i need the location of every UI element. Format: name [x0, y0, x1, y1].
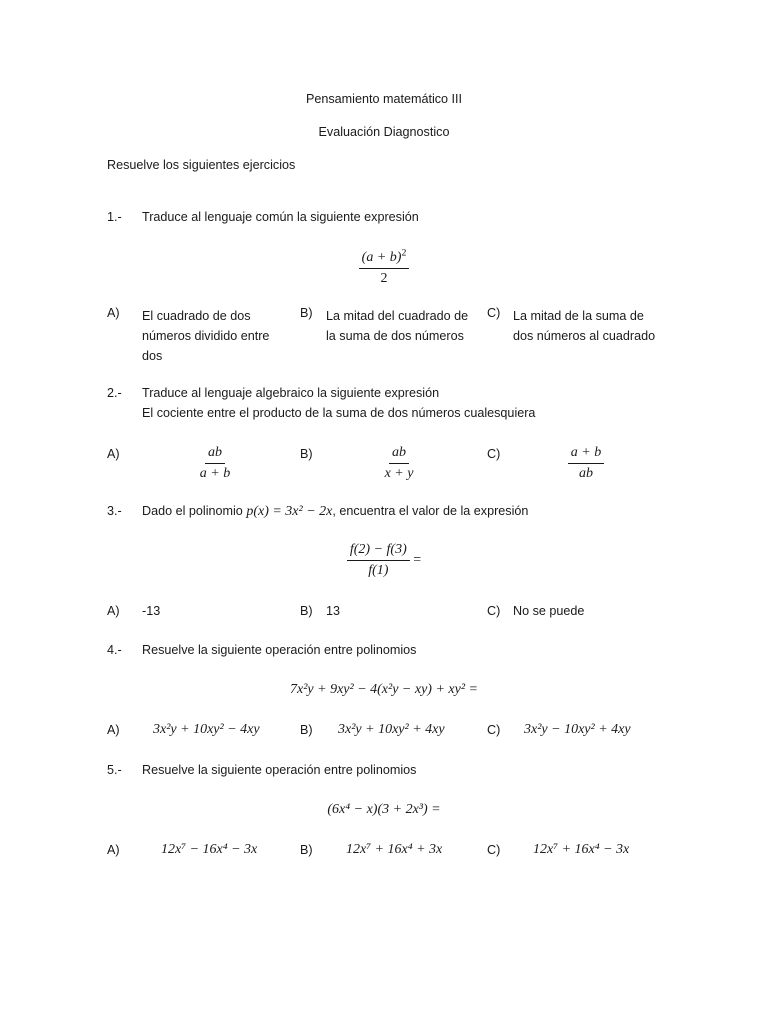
question-1-option-c-label: C)	[487, 306, 501, 320]
question-2-option-a-label: A)	[107, 447, 120, 461]
question-4-expression: 7x²y + 9xy² − 4(x²y − xy) + xy² =	[290, 682, 478, 697]
document-title: Pensamiento matemático III	[305, 92, 463, 106]
question-3-expression: $\frac{f(2) - f(3)}{f(1)}$ =	[0, 542, 768, 579]
question-4-option-c-text: 3x²y − 10xy² + 4xy	[524, 722, 631, 737]
question-3-polynomial: p(x) = 3x² − 2x	[246, 504, 333, 519]
question-3-prompt: Dado el polinomio p(x) = 3x² − 2x, encuentra el valor de la expresión	[142, 504, 529, 519]
question-2-prompt-line2: El cociente entre el producto de la suma de dos números cualesquiera	[142, 406, 536, 420]
question-3-number: 3.-	[107, 504, 122, 518]
document-subtitle: Evaluación Diagnostico	[318, 125, 450, 139]
question-2-option-c-label: C)	[487, 447, 501, 461]
question-1-option-b-label: B)	[300, 306, 313, 320]
question-3-option-a-label: A)	[107, 604, 120, 618]
question-5-prompt: Resuelve la siguiente operación entre polinomios	[142, 763, 417, 777]
question-2-option-b-label: B)	[300, 447, 313, 461]
question-4-number: 4.-	[107, 643, 122, 657]
question-1-prompt: Traduce al lenguaje común la siguiente expresión	[142, 210, 419, 224]
question-5-option-c-label: C)	[487, 843, 501, 857]
question-1-number: 1.-	[107, 210, 122, 224]
question-5-option-b-label: B)	[300, 843, 313, 857]
question-4-option-c-label: C)	[487, 723, 501, 737]
question-3-option-c-text: No se puede	[513, 604, 585, 618]
question-5-expression: (6x⁴ − x)(3 + 2x³) =	[327, 802, 441, 817]
question-5-option-a-text: 12x⁷ − 16x⁴ − 3x	[161, 842, 258, 857]
question-3-option-b-label: B)	[300, 604, 313, 618]
question-4-prompt: Resuelve la siguiente operación entre polinomios	[142, 643, 417, 657]
question-1-option-c-text: La mitad de la suma de dos números al cuadrado	[513, 309, 656, 343]
question-5-number: 5.-	[107, 763, 122, 777]
instructions: Resuelve los siguientes ejercicios	[107, 158, 296, 172]
question-2-option-a-fraction: $\frac{ab}{a + b}$	[199, 445, 231, 481]
question-4-option-a-label: A)	[107, 723, 120, 737]
question-2-option-c-fraction: $\frac{a + b}{ab}$	[561, 445, 611, 482]
question-1-option-b-text: La mitad del cuadrado de la suma de dos números	[326, 309, 469, 343]
question-3-option-c-label: C)	[487, 604, 501, 618]
question-5-option-a-label: A)	[107, 843, 120, 857]
question-2-option-b-fraction: $\frac{ab}{x + y}$	[384, 445, 414, 481]
question-2-number: 2.-	[107, 386, 122, 400]
question-1-option-a-label: A)	[107, 306, 120, 320]
question-2-prompt: Traduce al lenguaje algebraico la siguiente expresión	[142, 386, 440, 400]
question-4-option-b-label: B)	[300, 723, 313, 737]
question-1-expression: $\frac{(a + b)^2}{2}$	[0, 250, 768, 287]
question-5-option-b-text: 12x⁷ + 16x⁴ + 3x	[346, 842, 443, 857]
question-4-option-b-text: 3x²y + 10xy² + 4xy	[338, 722, 445, 737]
question-4-option-a-text: 3x²y + 10xy² − 4xy	[153, 722, 260, 737]
question-1-option-a-text: El cuadrado de dos números dividido entre dos	[142, 309, 270, 363]
question-5-option-c-text: 12x⁷ + 16x⁴ − 3x	[533, 842, 630, 857]
question-3-option-a-text: -13	[142, 604, 161, 618]
question-3-option-b-text: 13	[326, 604, 341, 618]
